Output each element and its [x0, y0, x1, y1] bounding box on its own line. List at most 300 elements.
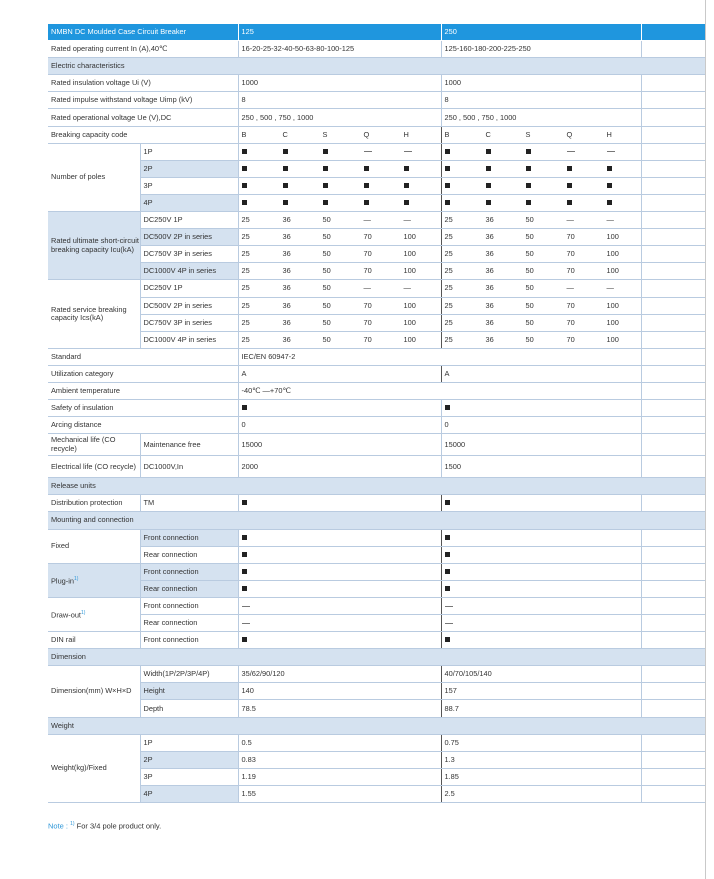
value-text: 100: [606, 300, 619, 310]
sub-label: Front connection: [140, 597, 238, 614]
ambient-row: [48, 382, 705, 399]
value-text: 50: [322, 249, 331, 259]
square-marker-shape: [242, 149, 247, 154]
value-text: 70: [363, 300, 372, 310]
blank-cell: [641, 331, 705, 348]
square-marker: [242, 535, 247, 540]
row-label: Safety of insulation: [48, 400, 238, 417]
table-row: [48, 263, 705, 280]
value-250: [441, 615, 641, 632]
value-250: [441, 632, 641, 649]
drawout-text: Draw-out: [51, 610, 81, 620]
table-row: [48, 751, 705, 768]
values-group: [239, 178, 441, 194]
values-group: [239, 280, 441, 296]
square-marker: [364, 200, 404, 205]
dash-marker: [404, 151, 434, 152]
header-row: [48, 24, 705, 41]
header-blank: [641, 24, 705, 41]
value-250: 40/70/105/140: [441, 666, 641, 683]
values-cell: [238, 229, 441, 246]
codes-group: [442, 127, 641, 143]
square-marker-shape: [526, 166, 531, 171]
square-marker: [486, 149, 526, 154]
row-label: Arcing distance: [48, 417, 238, 434]
square-marker-shape: [364, 166, 369, 171]
value-text: 70: [566, 232, 575, 242]
dash-marker-shape: [567, 151, 575, 152]
codes-125: [238, 126, 441, 143]
row-label: Standard: [48, 348, 238, 365]
value-125: 0: [238, 417, 441, 434]
code-q: Q: [363, 129, 370, 139]
blank-cell: [641, 563, 705, 580]
square-marker: [404, 183, 434, 188]
square-marker: [283, 183, 323, 188]
square-marker: [242, 586, 247, 591]
square-marker: [445, 637, 450, 642]
value-125: 35/62/90/120: [238, 666, 441, 683]
rated-current-row: [48, 41, 705, 58]
value-text: 70: [363, 249, 372, 259]
blank-cell: [641, 92, 705, 109]
square-marker: [526, 200, 567, 205]
square-marker-shape: [364, 183, 369, 188]
blank-cell: [641, 751, 705, 768]
blank-cell: [641, 109, 705, 126]
code-b: B: [241, 129, 247, 139]
value-250: 125-160-180-200-225-250: [441, 41, 641, 58]
square-marker: [323, 183, 364, 188]
sub-label: Height: [140, 683, 238, 700]
value-text: —: [566, 215, 574, 225]
values-cell: [238, 246, 441, 263]
sub-label: 3P: [140, 768, 238, 785]
square-marker-shape: [364, 200, 369, 205]
values-group: [239, 332, 441, 348]
value-125: [238, 400, 441, 417]
square-marker: [567, 183, 607, 188]
values-cell: [238, 160, 441, 177]
blank-cell: [641, 785, 705, 802]
note-text: For 3/4 pole product only.: [76, 821, 162, 831]
square-marker-shape: [486, 200, 491, 205]
value-125: 250 , 500 , 750 , 1000: [238, 109, 441, 126]
page-right-border: [705, 0, 706, 879]
frame-125-header: 125: [238, 24, 441, 41]
values-cell: [441, 246, 641, 263]
plugin-text: Plug-in: [51, 576, 75, 586]
values-cell: [238, 194, 441, 211]
square-marker-shape: [283, 200, 288, 205]
dash-marker: [445, 606, 453, 607]
square-marker: [442, 183, 486, 188]
value-text: 100: [403, 232, 416, 242]
square-marker: [567, 166, 607, 171]
sub-label: Front connection: [140, 563, 238, 580]
square-marker: [442, 200, 486, 205]
value-250: 0: [441, 417, 641, 434]
fixed-rear-row: [48, 546, 705, 563]
row-label: DIN rail: [48, 632, 140, 649]
dimension-group: [48, 666, 705, 717]
table-row: [48, 768, 705, 785]
square-marker: [567, 200, 607, 205]
square-marker-shape: [323, 149, 328, 154]
value-text: 70: [566, 300, 575, 310]
values-group: [442, 246, 641, 262]
values-cell: [441, 177, 641, 194]
value-text: 100: [403, 249, 416, 259]
values-group: [239, 298, 441, 314]
value-text: 25: [241, 283, 250, 293]
value-250: A: [441, 365, 641, 382]
square-marker-shape: [242, 200, 247, 205]
square-marker: [242, 552, 247, 557]
table-row: [48, 734, 705, 751]
insulation-row: [48, 75, 705, 92]
value-250: 0.75: [441, 734, 641, 751]
value-text: 50: [322, 283, 331, 293]
code-c: C: [485, 129, 491, 139]
row-label: Rated operating current In (A),40℃: [48, 41, 238, 58]
group-label: Rated ultimate short-circuit breaking capacity Icu(kA): [48, 212, 140, 280]
square-marker: [323, 200, 364, 205]
sub-label: DC750V 3P in series: [140, 246, 238, 263]
value-text: 50: [525, 249, 534, 259]
blank-cell: [641, 246, 705, 263]
plugin-front-row: [48, 563, 705, 580]
table-row: [48, 785, 705, 802]
table-row: [48, 246, 705, 263]
square-marker: [486, 200, 526, 205]
square-marker: [486, 183, 526, 188]
value-text: —: [403, 215, 411, 225]
value-text: 70: [363, 334, 372, 344]
values-group: [239, 315, 441, 331]
square-marker: [283, 200, 323, 205]
square-marker: [445, 552, 450, 557]
square-marker: [607, 183, 637, 188]
values-group: [239, 144, 441, 160]
square-marker-shape: [404, 166, 409, 171]
value-text: 36: [485, 283, 494, 293]
square-marker: [242, 405, 247, 410]
sub-label: 1P: [140, 143, 238, 160]
value-text: 25: [241, 334, 250, 344]
square-marker: [442, 149, 486, 154]
value-text: 50: [525, 232, 534, 242]
dash-marker: [607, 151, 637, 152]
sub-label: Rear connection: [140, 546, 238, 563]
value-text: 50: [322, 334, 331, 344]
value-text: 70: [363, 232, 372, 242]
dash-marker: [567, 151, 607, 152]
value-125: [238, 632, 441, 649]
distribution-row: [48, 495, 705, 512]
value-text: 100: [403, 317, 416, 327]
blank-cell: [641, 456, 705, 478]
value-125: [238, 546, 441, 563]
blank-cell: [641, 768, 705, 785]
square-marker-shape: [567, 200, 572, 205]
row-label: Rated operational voltage Ue (V),DC: [48, 109, 238, 126]
section-row: [48, 649, 705, 666]
value-text: 50: [322, 215, 331, 225]
sub-label: DC1000V 4P in series: [140, 331, 238, 348]
square-marker: [242, 500, 247, 505]
value-text: 36: [485, 249, 494, 259]
value-text: 70: [566, 334, 575, 344]
value-text: 50: [322, 266, 331, 276]
value-250: 1.85: [441, 768, 641, 785]
sub-label: DC1000V 4P in series: [140, 263, 238, 280]
value-text: 70: [363, 266, 372, 276]
sub-label: DC1000V,In: [140, 456, 238, 478]
value-text: —: [363, 215, 371, 225]
value-250: [441, 563, 641, 580]
value-text: 25: [444, 300, 453, 310]
value-text: 25: [444, 266, 453, 276]
value-125: 16-20-25-32-40-50-63-80-100-125: [238, 41, 441, 58]
code-b: B: [444, 129, 450, 139]
table-row: [48, 143, 705, 160]
blank-cell: [641, 194, 705, 211]
square-marker: [526, 166, 567, 171]
group-label: Weight(kg)/Fixed: [48, 734, 140, 802]
square-marker: [239, 183, 283, 188]
section-electric: Electric characteristics: [48, 58, 705, 75]
values-cell: [441, 160, 641, 177]
table-row: [48, 331, 705, 348]
square-marker: [323, 166, 364, 171]
square-marker-shape: [567, 166, 572, 171]
blank-cell: [641, 597, 705, 614]
value-text: 100: [606, 266, 619, 276]
square-marker-shape: [486, 149, 491, 154]
table-row: [48, 212, 705, 229]
row-label: Distribution protection: [48, 495, 140, 512]
arcing-row: [48, 417, 705, 434]
code-h: H: [403, 129, 409, 139]
value-125: 0.83: [238, 751, 441, 768]
value-text: 100: [606, 249, 619, 259]
plugin-rear-row: [48, 580, 705, 597]
dash-marker-shape: [404, 151, 412, 152]
fixed-label: Fixed: [48, 529, 140, 563]
value-text: 25: [444, 317, 453, 327]
footnote: [48, 821, 161, 831]
plugin-label: [48, 563, 140, 597]
square-marker: [526, 149, 567, 154]
value-text: —: [403, 283, 411, 293]
value-text: 36: [282, 317, 291, 327]
values-cell: [238, 143, 441, 160]
row-label: Utilization category: [48, 365, 238, 382]
square-marker-shape: [567, 183, 572, 188]
drawout-front-row: [48, 597, 705, 614]
value-text: —: [363, 283, 371, 293]
blank-cell: [641, 314, 705, 331]
safety-row: [48, 400, 705, 417]
blank-cell: [641, 666, 705, 683]
standard-value: IEC/EN 60947-2: [238, 348, 641, 365]
note-label: Note :: [48, 821, 69, 831]
values-group: [442, 178, 641, 194]
row-label: Ambient temperature: [48, 382, 238, 399]
blank-cell: [641, 41, 705, 58]
codes-group: [239, 127, 441, 143]
sub-label: DC500V 2P in series: [140, 229, 238, 246]
dash-marker: [242, 623, 250, 624]
value-text: 50: [525, 283, 534, 293]
blank-cell: [641, 495, 705, 512]
sub-label: Front connection: [140, 632, 238, 649]
square-marker: [364, 166, 404, 171]
value-text: 36: [282, 334, 291, 344]
blank-cell: [641, 632, 705, 649]
square-marker: [486, 166, 526, 171]
square-marker: [445, 500, 450, 505]
value-text: 25: [241, 317, 250, 327]
square-marker: [364, 183, 404, 188]
drawout-label: [48, 597, 140, 631]
utilization-row: [48, 365, 705, 382]
footnote-mark: 1): [74, 576, 79, 583]
value-text: 25: [444, 249, 453, 259]
din-row: [48, 632, 705, 649]
row-label: Breaking capacity code: [48, 126, 238, 143]
sub-label: 2P: [140, 160, 238, 177]
row-label: Rated insulation voltage Ui (V): [48, 75, 238, 92]
value-text: 36: [485, 317, 494, 327]
code-q: Q: [566, 129, 573, 139]
sub-label: Depth: [140, 700, 238, 717]
value-text: 70: [566, 266, 575, 276]
value-125: 2000: [238, 456, 441, 478]
blank-cell: [641, 177, 705, 194]
dash-marker: [364, 151, 404, 152]
section-row: [48, 512, 705, 529]
row-label: Electrical life (CO recycle): [48, 456, 140, 478]
blank-cell: [641, 263, 705, 280]
value-text: 36: [485, 215, 494, 225]
blank-cell: [641, 529, 705, 546]
values-cell: [441, 229, 641, 246]
value-125: 140: [238, 683, 441, 700]
value-250: 88.7: [441, 700, 641, 717]
square-marker: [239, 166, 283, 171]
value-text: 36: [485, 266, 494, 276]
values-cell: [238, 297, 441, 314]
value-250: 157: [441, 683, 641, 700]
frame-250-header: 250: [441, 24, 641, 41]
blank-cell: [641, 434, 705, 456]
square-marker-shape: [404, 200, 409, 205]
square-marker-shape: [526, 183, 531, 188]
value-text: —: [606, 215, 614, 225]
value-text: —: [606, 283, 614, 293]
operational-row: [48, 109, 705, 126]
value-text: 50: [525, 300, 534, 310]
blank-cell: [641, 400, 705, 417]
value-text: 25: [241, 249, 250, 259]
sub-label: Rear connection: [140, 580, 238, 597]
value-125: [238, 597, 441, 614]
values-cell: [238, 314, 441, 331]
table-row: [48, 280, 705, 297]
breaking-code-row: [48, 126, 705, 143]
value-text: 36: [485, 334, 494, 344]
sub-label: DC250V 1P: [140, 212, 238, 229]
sub-label: 1P: [140, 734, 238, 751]
square-marker: [239, 149, 283, 154]
impulse-row: [48, 92, 705, 109]
mech-life-row: [48, 434, 705, 456]
footnote-mark: 1): [80, 610, 86, 617]
value-text: 50: [322, 232, 331, 242]
value-250: [441, 597, 641, 614]
square-marker: [242, 569, 247, 574]
values-group: [239, 161, 441, 177]
values-group: [442, 332, 641, 348]
value-text: 50: [322, 317, 331, 327]
sub-label: 4P: [140, 194, 238, 211]
dash-marker-shape: [364, 151, 372, 152]
values-cell: [238, 331, 441, 348]
value-250: 1500: [441, 456, 641, 478]
table-row: [48, 297, 705, 314]
square-marker-shape: [445, 183, 450, 188]
table-row: [48, 700, 705, 717]
square-marker: [404, 200, 434, 205]
value-250: [441, 580, 641, 597]
value-text: 100: [606, 232, 619, 242]
values-group: [442, 315, 641, 331]
poles-group: [48, 143, 705, 211]
values-group: [442, 263, 641, 279]
ambient-value: -40℃ —+70℃: [238, 382, 641, 399]
square-marker-shape: [607, 166, 612, 171]
square-marker-shape: [323, 166, 328, 171]
value-text: 50: [525, 215, 534, 225]
code-s: S: [322, 129, 328, 139]
square-marker: [445, 586, 450, 591]
blank-cell: [641, 382, 705, 399]
note-mark: 1): [70, 821, 75, 827]
value-text: 50: [525, 334, 534, 344]
blank-cell: [641, 615, 705, 632]
square-marker: [526, 183, 567, 188]
value-text: 25: [444, 215, 453, 225]
value-250: [441, 529, 641, 546]
value-text: 36: [282, 300, 291, 310]
values-cell: [238, 263, 441, 280]
value-text: 36: [282, 232, 291, 242]
value-125: 0.5: [238, 734, 441, 751]
square-marker: [445, 569, 450, 574]
value-125: [238, 529, 441, 546]
table-row: [48, 666, 705, 683]
code-h: H: [606, 129, 612, 139]
table-row: [48, 194, 705, 211]
blank-cell: [641, 75, 705, 92]
square-marker-shape: [486, 166, 491, 171]
value-125: 8: [238, 92, 441, 109]
values-cell: [441, 143, 641, 160]
section-weight: Weight: [48, 717, 705, 734]
value-250: [441, 495, 641, 512]
